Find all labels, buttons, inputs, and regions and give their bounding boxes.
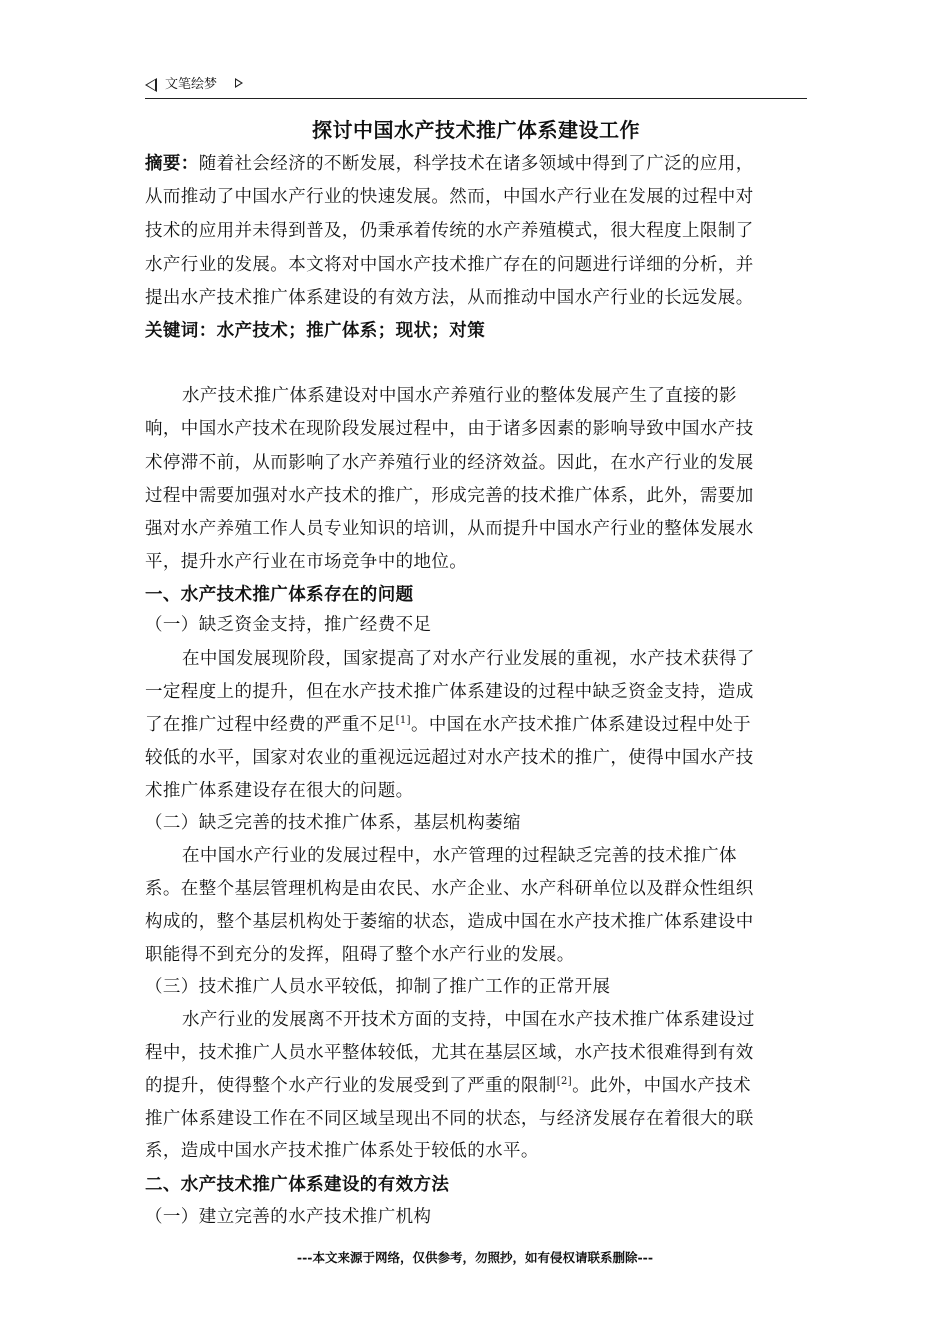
citation-1: [1] <box>395 715 411 726</box>
paragraph-line: 系。在整个基层管理机构是由农民、水产企业、水产科研单位以及群众性组织 <box>145 879 754 899</box>
triangle-left-icon <box>145 78 157 92</box>
abstract-line <box>145 153 807 175</box>
abstract-line: 从而推动了中国水产行业的快速发展。然而，中国水产行业在发展的过程中对 <box>145 187 754 207</box>
subsection-heading: （二）缺乏完善的技术推广体系，基层机构萎缩 <box>145 813 521 833</box>
paragraph-text: 了在推广过程中经费的严重不足 <box>145 715 396 735</box>
paragraph-text: 。中国在水产技术推广体系建设过程中处于 <box>410 715 752 735</box>
paragraph-line: 较低的水平，国家对农业的重视远远超过对水产技术的推广，使得中国水产技 <box>145 748 754 768</box>
section-heading: 二、水产技术推广体系建设的有效方法 <box>145 1175 450 1195</box>
page-header <box>145 72 807 99</box>
subsection-heading: （一）缺乏资金支持，推广经费不足 <box>145 615 432 635</box>
subsection-heading: （三）技术推广人员水平较低，抑制了推广工作的正常开展 <box>145 977 611 997</box>
subsection-heading: （一）建立完善的水产技术推广机构 <box>145 1207 432 1227</box>
abstract-line: 水产行业的发展。本文将对中国水产技术推广存在的问题进行详细的分析，并 <box>145 255 754 275</box>
abstract-line: 提出水产技术推广体系建设的有效方法，从而推动中国水产行业的长远发展。 <box>145 288 754 308</box>
paragraph-line <box>145 714 807 736</box>
paragraph-line: 职能得不到充分的发挥，阻碍了整个水产行业的发展。 <box>145 945 575 965</box>
paragraph-line: 推广体系建设工作在不同区域呈现出不同的状态，与经济发展存在着很大的联 <box>145 1109 754 1129</box>
citation-2: [2] <box>556 1076 573 1087</box>
paragraph-text: 。此外，中国水产技术 <box>572 1076 752 1096</box>
intro-line: 平，提升水产行业在市场竞争中的地位。 <box>145 552 468 572</box>
paragraph-line: 构成的，整个基层机构处于萎缩的状态，造成中国在水产技术推广体系建设中 <box>145 912 754 932</box>
intro-line: 术停滞不前，从而影响了水产养殖行业的经济效益。因此，在水产行业的发展 <box>145 453 754 473</box>
document-title: 探讨中国水产技术推广体系建设工作 <box>312 118 640 142</box>
paragraph-line: 术推广体系建设存在很大的问题。 <box>145 781 414 801</box>
paragraph-line: 在中国发展现阶段，国家提高了对水产行业发展的重视，水产技术获得了 <box>182 649 755 669</box>
abstract-line: 技术的应用并未得到普及，仍秉承着传统的水产养殖模式，很大程度上限制了 <box>145 221 754 241</box>
abstract-label: 摘要： <box>145 154 199 174</box>
paragraph-line <box>145 1075 807 1097</box>
abstract-text: 随着社会经济的不断发展，科学技术在诸多领域中得到了广泛的应用， <box>198 154 754 174</box>
paragraph-line: 水产行业的发展离不开技术方面的支持，中国在水产技术推广体系建设过 <box>182 1010 755 1030</box>
page-footer: ---本文来源于网络，仅供参考，勿照抄，如有侵权请联系删除--- <box>296 1250 654 1265</box>
paragraph-text: 的提升，使得整个水产行业的发展受到了严重的限制 <box>145 1076 557 1096</box>
keywords: 关键词：水产技术；推广体系；现状；对策 <box>145 321 486 341</box>
triangle-right-icon <box>235 78 243 88</box>
intro-line: 响，中国水产技术在现阶段发展过程中，由于诸多因素的影响导致中国水产技 <box>145 419 754 439</box>
paragraph-line: 程中，技术推广人员水平整体较低，尤其在基层区域，水产技术很难得到有效 <box>145 1043 754 1063</box>
header-brand: 文笔绘梦 <box>165 77 218 92</box>
intro-line: 过程中需要加强对水产技术的推广，形成完善的技术推广体系，此外，需要加 <box>145 486 754 506</box>
paragraph-line: 在中国水产行业的发展过程中，水产管理的过程缺乏完善的技术推广体 <box>182 846 737 866</box>
intro-line: 强对水产养殖工作人员专业知识的培训，从而提升中国水产行业的整体发展水 <box>145 519 754 539</box>
section-heading: 一、水产技术推广体系存在的问题 <box>145 585 414 605</box>
intro-line: 水产技术推广体系建设对中国水产养殖行业的整体发展产生了直接的影 <box>182 386 737 406</box>
paragraph-line: 系，造成中国水产技术推广体系处于较低的水平。 <box>145 1141 539 1161</box>
paragraph-line: 一定程度上的提升，但在水产技术推广体系建设的过程中缺乏资金支持，造成 <box>145 682 754 702</box>
